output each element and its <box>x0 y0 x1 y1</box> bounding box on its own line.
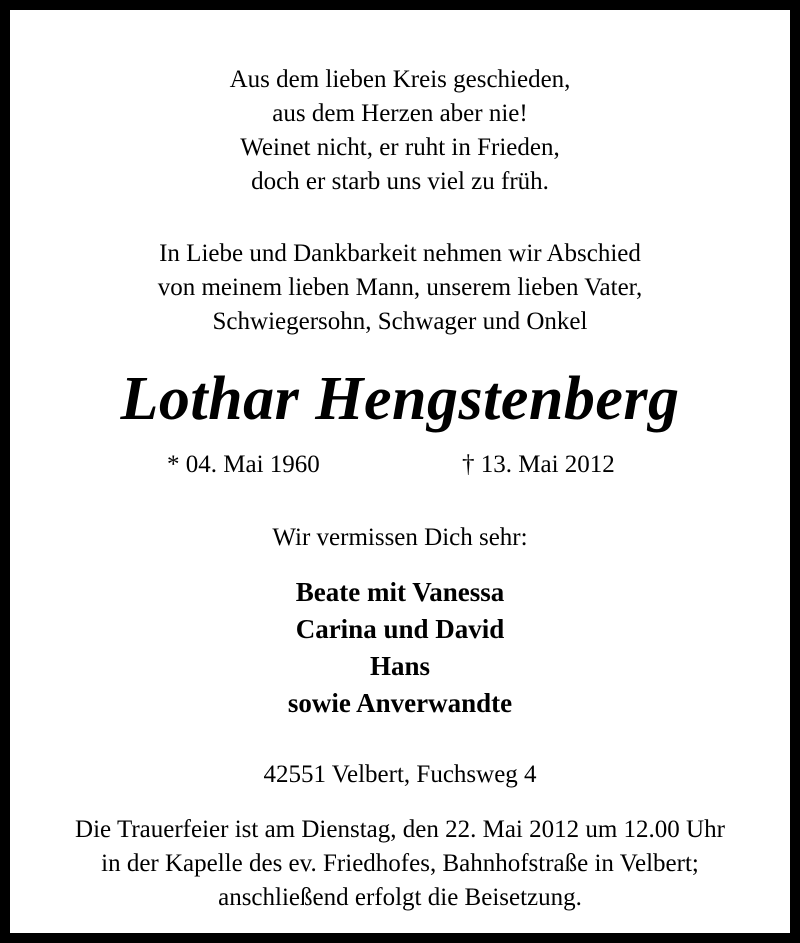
intro-line: In Liebe und Dankbarkeit nehmen wir Abschied <box>159 240 641 267</box>
funeral-line: Die Trauerfeier ist am Dienstag, den 22. Mai 2012 um 12.00 Uhr <box>75 816 725 843</box>
miss-line: Wir vermissen Dich sehr: <box>272 524 528 551</box>
address: 42551 Velbert, Fuchsweg 4 <box>263 761 537 788</box>
verse-line: aus dem Herzen aber nie! <box>272 100 528 127</box>
verse-line: Aus dem lieben Kreis geschieden, <box>229 66 571 93</box>
family-member: Carina und David <box>295 614 505 644</box>
deceased-name: Lothar Hengstenberg <box>120 365 680 433</box>
verse-line: doch er starb uns viel zu früh. <box>251 168 549 195</box>
funeral-line: anschließend erfolgt die Beisetzung. <box>218 884 582 911</box>
funeral-line: in der Kapelle des ev. Friedhofes, Bahnhofstraße in Velbert; <box>101 850 699 877</box>
death-date: † 13. Mai 2012 <box>462 451 615 478</box>
verse-line: Weinet nicht, er ruht in Frieden, <box>240 134 560 161</box>
family-member: Beate mit Vanessa <box>295 577 505 607</box>
family-member: sowie Anverwandte <box>287 688 513 718</box>
intro-line: von meinem lieben Mann, unserem lieben Vater, <box>157 274 643 301</box>
birth-date: * 04. Mai 1960 <box>167 451 320 478</box>
intro-line: Schwiegersohn, Schwager und Onkel <box>212 308 588 335</box>
family-member: Hans <box>369 651 431 681</box>
